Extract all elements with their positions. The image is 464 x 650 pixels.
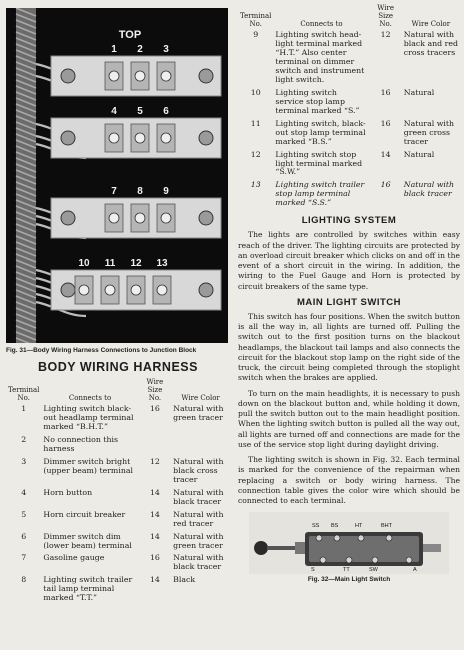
header-color: Wire Color (181, 394, 220, 403)
terminal-screw-icon (135, 133, 145, 143)
cell-color: Natural with red tracer (173, 509, 224, 528)
terminal-label: 11 (104, 258, 116, 269)
terminal-screw-icon (157, 285, 167, 295)
table-header (6, 378, 230, 405)
terminal-screw-icon (135, 213, 145, 223)
figure-31-caption: Fig. 31—Body Wiring Harness Connections to Junction Block (6, 347, 197, 354)
cell-size: 16 (380, 118, 391, 128)
top-label: TOP (118, 29, 142, 41)
mount-screw-icon (199, 211, 213, 225)
mount-screw-icon (61, 69, 75, 83)
terminal-label: 6 (163, 106, 169, 117)
table-row (6, 576, 230, 607)
cell-color: Natural with green tracer (173, 531, 224, 550)
table-row (238, 120, 460, 151)
table-row (6, 458, 230, 489)
cell-color: Natural with black tracer (173, 553, 224, 572)
body-wiring-harness-title: BODY WIRING HARNESS (38, 360, 198, 374)
header-terminal: Terminal No. (8, 386, 40, 403)
cell-num: 7 (21, 553, 27, 563)
table-header (238, 4, 460, 31)
terminal-label: 12 (130, 258, 142, 269)
mark-tt: TT (343, 567, 350, 574)
junction-block-illustration (6, 8, 228, 343)
terminal-screw-icon (135, 71, 145, 81)
terminal-screw-icon (161, 213, 171, 223)
cell-connects: Horn button (43, 487, 93, 497)
cell-num: 13 (250, 180, 261, 190)
main-switch-paragraph-2: To turn on the main headlights, it is necessary to push down on the blackout button and, while holding it down, pull the switch button out to the main headlight position. When the lighting switch button is pulled all the way out, all lights are turned off and connections are made for the use of the service stop light during daylight driving. (238, 388, 460, 449)
cell-connects: Gasoline gauge (43, 553, 105, 563)
main-light-switch-photo (249, 512, 449, 574)
header-terminal: Terminal No. (240, 12, 272, 29)
cell-color (171, 436, 230, 458)
terminal-screw-icon (105, 285, 115, 295)
cell-connects: Lighting switch trailer tail lamp terminal marked “T.T.” (43, 575, 133, 603)
terminal-label: 1 (111, 44, 117, 55)
mark-ht: HT (355, 523, 363, 530)
terminal-screw-icon (161, 133, 171, 143)
cell-color: Natural with black tracer (173, 487, 224, 506)
terminal-label: 10 (78, 258, 90, 269)
cell-size: 16 (149, 553, 160, 563)
cell-connects: Lighting switch head-light terminal marked “H.T.” Also center terminal on dimmer switch and instrument light switch. (275, 30, 365, 84)
right-harness-table (238, 4, 460, 212)
cell-connects: Lighting switch stop light terminal marked “S.W.” (275, 149, 363, 177)
terminal-screw-icon (109, 133, 119, 143)
header-connects: Connects to (300, 20, 343, 29)
header-color: Wire Color (411, 20, 451, 29)
cell-connects: Lighting switch trailer stop lamp terminal marked “S.S.” (275, 180, 365, 208)
main-light-switch-title: MAIN LIGHT SWITCH (296, 296, 401, 308)
cell-size: 14 (149, 531, 160, 541)
mark-ss: SS (312, 523, 320, 530)
cell-size: 16 (380, 87, 391, 97)
cell-num: 12 (250, 149, 261, 159)
terminal-label: 3 (163, 44, 169, 55)
mount-screw-icon (199, 69, 213, 83)
cell-size: 12 (380, 30, 391, 40)
terminal-label: 9 (163, 186, 169, 197)
cell-size: 12 (149, 456, 160, 466)
mount-screw-icon (199, 131, 213, 145)
terminal-label: 5 (137, 106, 143, 117)
harness-bundle (16, 8, 36, 343)
switch-knob-icon (254, 541, 268, 555)
figure-32-caption: Fig. 32—Main Light Switch (307, 576, 391, 584)
cell-num: 4 (21, 487, 27, 497)
terminal-label: 13 (156, 258, 168, 269)
table-row (238, 89, 460, 120)
header-connects: Connects to (68, 394, 112, 403)
cell-color: Natural (403, 87, 435, 97)
mark-a: A (413, 567, 417, 574)
cell-color: Natural with black cross tracer (173, 456, 224, 484)
table-row (6, 554, 230, 576)
lighting-system-title: LIGHTING SYSTEM (301, 215, 397, 227)
cell-num: 9 (253, 30, 259, 40)
cell-size: 14 (149, 487, 160, 497)
cell-color: Natural with black tracer (403, 180, 455, 199)
mark-bs: BS (331, 523, 339, 530)
cell-num: 1 (21, 404, 27, 414)
mark-bht: BHT (381, 523, 392, 530)
table-row (6, 533, 230, 555)
table-row (6, 405, 230, 436)
light-switch-illustration (249, 512, 449, 574)
header-size: Wire Size No. (377, 4, 395, 29)
cell-connects: No connection this harness (43, 435, 118, 453)
table-row (6, 511, 230, 533)
terminal-screw-icon (109, 71, 119, 81)
mount-screw-icon (61, 211, 75, 225)
mount-screw-icon (61, 131, 75, 145)
cell-num: 11 (250, 118, 261, 128)
terminal-label: 7 (111, 186, 117, 197)
header-size: Wire Size No. (146, 378, 164, 403)
mark-sw: SW (369, 567, 378, 574)
cell-size: 16 (149, 404, 160, 414)
mark-s: S (311, 567, 315, 574)
lighting-system-paragraph: The lights are controlled by switches within easy reach of the driver. The lighting circuits are protected by an overload circuit breaker which clicks on and off in the event of a short circuit in the wiring. In addition, the wiring to the Fuel Gauge and Horn is protected by circuit breakers of the same type. (238, 230, 460, 291)
right-column (238, 4, 460, 583)
cell-connects: Lighting switch black-out headlamp terminal marked “B.H.T.” (43, 404, 134, 432)
cell-connects: Dimmer switch dim (lower beam) terminal (43, 531, 132, 550)
table-row (238, 31, 460, 89)
cell-connects: Dimmer switch bright (upper beam) terminal (43, 456, 133, 475)
cell-size (139, 436, 172, 458)
cell-connects: Horn circuit breaker (43, 509, 126, 519)
cell-num: 10 (250, 87, 261, 97)
left-harness-table (6, 378, 230, 607)
cell-size: 14 (149, 509, 160, 519)
cell-size: 14 (380, 149, 391, 159)
terminal-screw-icon (79, 285, 89, 295)
terminal-screw-icon (131, 285, 141, 295)
cell-color: Natural with green tracer (173, 404, 224, 423)
cell-num: 3 (21, 456, 27, 466)
table-row (238, 181, 460, 212)
main-switch-paragraph-1: This switch has four positions. When the switch button is all the way in, all lights are turned off. Pulling the switch out to the first position turns on the blackout headlamps, the blackout tail lamps and also connects the circuit for the blackout stop lamp on the right side of the truck, the circuit being completed through the stoplight switch when the brakes are applied. (238, 311, 460, 383)
cell-size: 16 (380, 180, 391, 190)
terminal-label: 4 (111, 106, 117, 117)
mount-screw-icon (199, 283, 213, 297)
junction-block-photo (6, 8, 228, 343)
cell-color: Black (173, 575, 196, 585)
terminal-label: 8 (137, 186, 143, 197)
table-row (6, 489, 230, 511)
cell-num: 2 (21, 435, 27, 444)
table-row (238, 151, 460, 182)
cell-num: 5 (21, 509, 27, 519)
cell-color: Natural (403, 149, 435, 159)
cell-color: Natural with black and red cross tracers (403, 30, 458, 58)
cell-num: 8 (21, 575, 27, 585)
left-column (6, 8, 230, 607)
cell-connects: Lighting switch service stop lamp terminal marked “S.” (275, 87, 360, 115)
terminal-label: 2 (137, 44, 143, 55)
cell-color: Natural with green cross tracer (403, 118, 455, 146)
main-switch-paragraph-3: The lighting switch is shown in Fig. 32. Each terminal is marked for the convenience of the repairman when replacing a switch or body wiring harness. The connection table gives the color wire which should be connected to each terminal. (238, 455, 460, 506)
table-row (6, 436, 230, 458)
terminal-screw-icon (161, 71, 171, 81)
mount-screw-icon (61, 283, 75, 297)
cell-connects: Lighting switch, black-out stop lamp terminal marked “B.S.” (275, 118, 366, 146)
cell-num: 6 (21, 531, 27, 541)
cell-size: 14 (149, 575, 160, 585)
terminal-screw-icon (109, 213, 119, 223)
